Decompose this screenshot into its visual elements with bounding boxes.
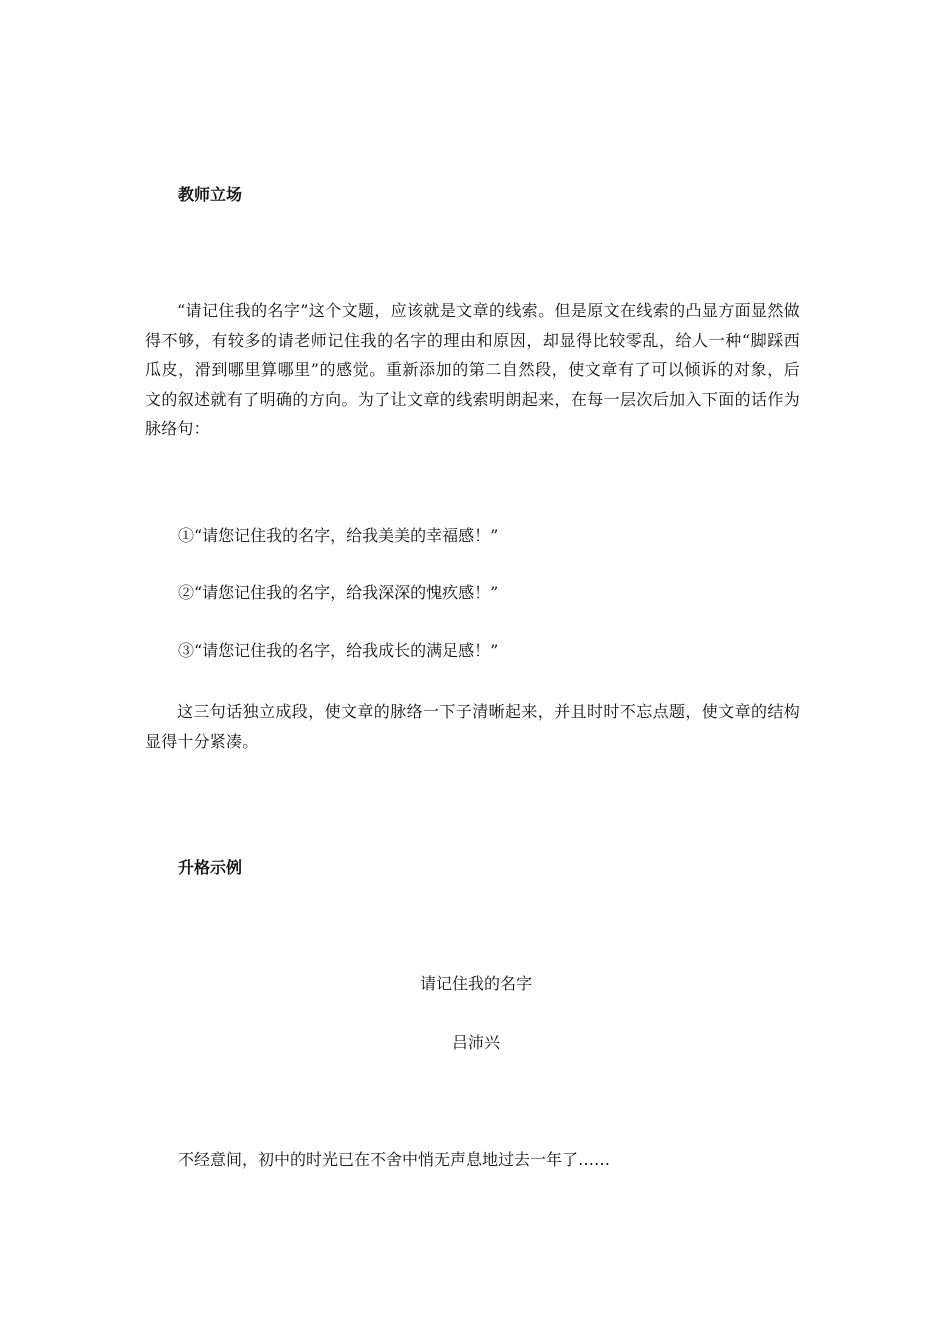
essay-opening-line: 不经意间，初中的时光已在不舍中悄无声息地过去一年了…… [178,1150,611,1169]
list-item: ③“请您记住我的名字，给我成长的满足感！” [178,641,499,660]
essay-title: 请记住我的名字 [419,974,532,993]
commentary-paragraph: “请记住我的名字”这个文题，应该就是文章的线索。但是原文在线索的凸显方面显然做得不够，有较多的请老师记住我的名字的理由和原因，却显得比较零乱，给人一种“脚踩西瓜皮，滑到哪里算哪里”的感觉。重新添加的第二自然段，使文章有了可以倾诉的对象，后文的叙述就有了明确的方向。为了让文章的线索明朗起来，在每一层次后加入下面的话作为脉络句： [145,301,800,438]
section-heading-teacher-position: 教师立场 [178,185,243,204]
essay-author: 吕沛兴 [451,1033,500,1052]
section-heading-upgrade-example: 升格示例 [178,858,243,877]
list-item: ①“请您记住我的名字，给我美美的幸福感！” [178,526,499,545]
list-item: ②“请您记住我的名字，给我深深的愧疚感！” [178,583,499,602]
summary-paragraph: 这三句话独立成段，使文章的脉络一下子清晰起来，并且时时不忘点题，使文章的结构显得十分紧凑。 [145,702,800,751]
